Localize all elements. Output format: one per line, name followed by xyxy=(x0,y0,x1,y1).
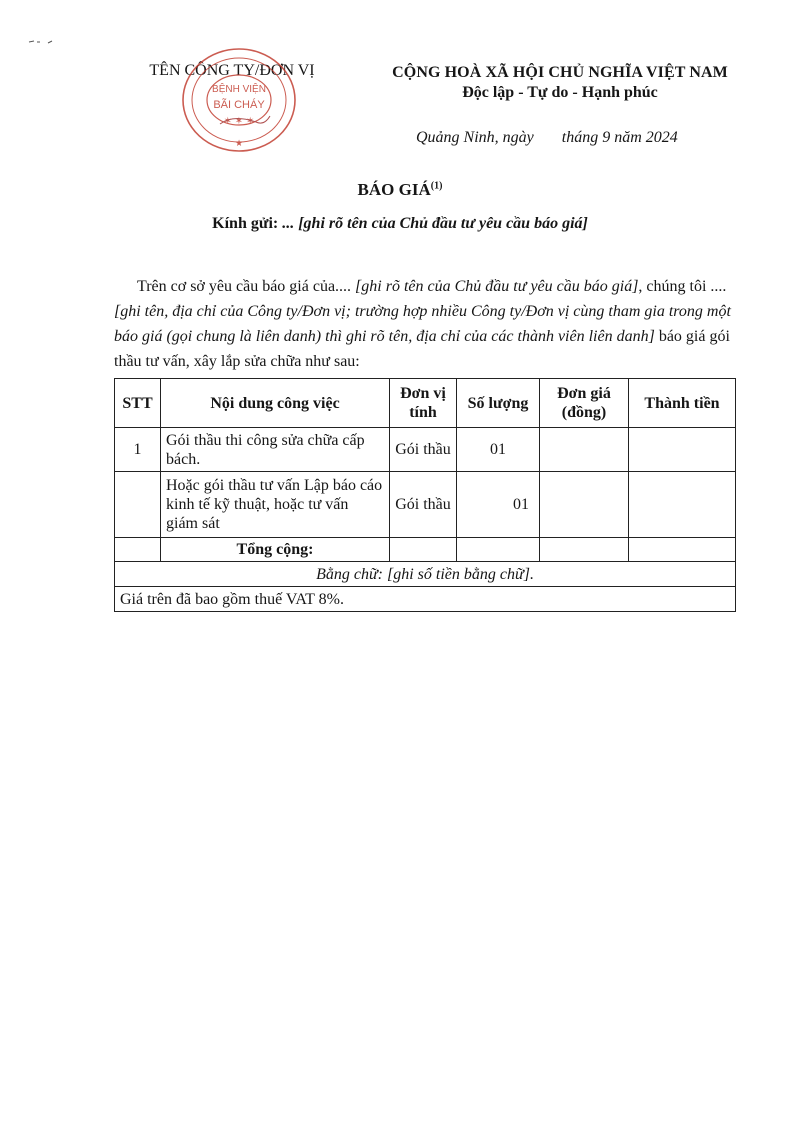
cell-qty: 01 xyxy=(457,428,540,472)
cell-empty xyxy=(629,538,736,562)
scan-mark xyxy=(28,36,58,46)
recipient-label: Kính gửi: xyxy=(212,215,279,232)
table-row xyxy=(115,472,736,538)
recipient-placeholder: ... [ghi rõ tên của Chủ đầu tư yêu cầu báo giá] xyxy=(282,215,588,232)
cell-content: Hoặc gói thầu tư vấn Lập báo cáo kinh tế kỹ thuật, hoặc tư vấn giám sát xyxy=(161,472,390,538)
intro-paragraph xyxy=(114,274,734,374)
cell-qty: 01 xyxy=(457,472,540,538)
cell-stt xyxy=(115,472,161,538)
table-header-row xyxy=(115,379,736,428)
nation-title: CỘNG HOÀ XÃ HỘI CHỦ NGHĨA VIỆT NAM xyxy=(392,64,728,81)
cell-price xyxy=(540,472,629,538)
vat-note: Giá trên đã bao gồm thuế VAT 8%. xyxy=(115,587,736,612)
intro-italic-1: [ghi rõ tên của Chủ đầu tư yêu cầu báo giá] xyxy=(355,278,639,295)
stamp-text-middle: BÃI CHÁY xyxy=(213,99,265,111)
stamp-text-top: BỆNH VIỆN xyxy=(212,84,266,95)
document-title xyxy=(0,180,800,200)
recipient-line xyxy=(0,215,800,233)
cell-unit: Gói thầu xyxy=(390,472,457,538)
intro-text-1: Trên cơ sở yêu cầu báo giá của.... xyxy=(137,278,356,295)
amount-in-words: Bằng chữ: [ghi số tiền bằng chữ]. xyxy=(115,562,736,587)
cell-stt: 1 xyxy=(115,428,161,472)
col-header-amount: Thành tiền xyxy=(629,379,736,428)
total-label: Tổng cộng: xyxy=(161,538,390,562)
col-header-stt: STT xyxy=(115,379,161,428)
intro-text-3: báo giá gói thầu tư vấn, xây lắp sửa chữa như sau: xyxy=(114,328,730,370)
place-date: Quảng Ninh, ngày tháng 9 năm 2024 xyxy=(416,129,678,146)
cell-amount xyxy=(629,472,736,538)
national-header xyxy=(376,64,744,102)
cell-price xyxy=(540,428,629,472)
document-title-text: BÁO GIÁ xyxy=(357,180,431,199)
cell-empty xyxy=(457,538,540,562)
intro-italic-2: [ghi tên, địa chỉ của Công ty/Đơn vị; trường hợp nhiều Công ty/Đơn vị cùng tham gia trong một báo giá (gọi chung là liên danh) thì ghi rõ tên, địa chỉ của các thành viên liên danh] xyxy=(114,303,731,345)
company-name-text: TÊN CÔNG TY/ĐƠN VỊ xyxy=(149,62,315,79)
national-motto: Độc lập - Tự do - Hạnh phúc xyxy=(462,84,658,101)
col-header-content: Nội dung công việc xyxy=(161,379,390,428)
cell-amount xyxy=(629,428,736,472)
svg-text:★: ★ xyxy=(234,138,244,148)
svg-text:✶ ✶ ✶: ✶ ✶ ✶ xyxy=(223,116,255,127)
table-row xyxy=(115,428,736,472)
official-seal-stamp xyxy=(178,44,300,156)
cell-empty xyxy=(115,538,161,562)
cell-unit: Gói thầu xyxy=(390,428,457,472)
col-header-qty: Số lượng xyxy=(457,379,540,428)
amount-in-words-row xyxy=(115,562,736,587)
intro-text-2: , chúng tôi .... xyxy=(638,278,727,295)
quotation-table xyxy=(114,378,736,612)
total-row xyxy=(115,538,736,562)
cell-empty xyxy=(540,538,629,562)
footnote-ref: (1) xyxy=(430,180,443,192)
col-header-price: Đơn giá (đồng) xyxy=(540,379,629,428)
vat-note-row xyxy=(115,587,736,612)
cell-empty xyxy=(390,538,457,562)
cell-content: Gói thầu thi công sửa chữa cấp bách. xyxy=(161,428,390,472)
col-header-unit: Đơn vị tính xyxy=(390,379,457,428)
